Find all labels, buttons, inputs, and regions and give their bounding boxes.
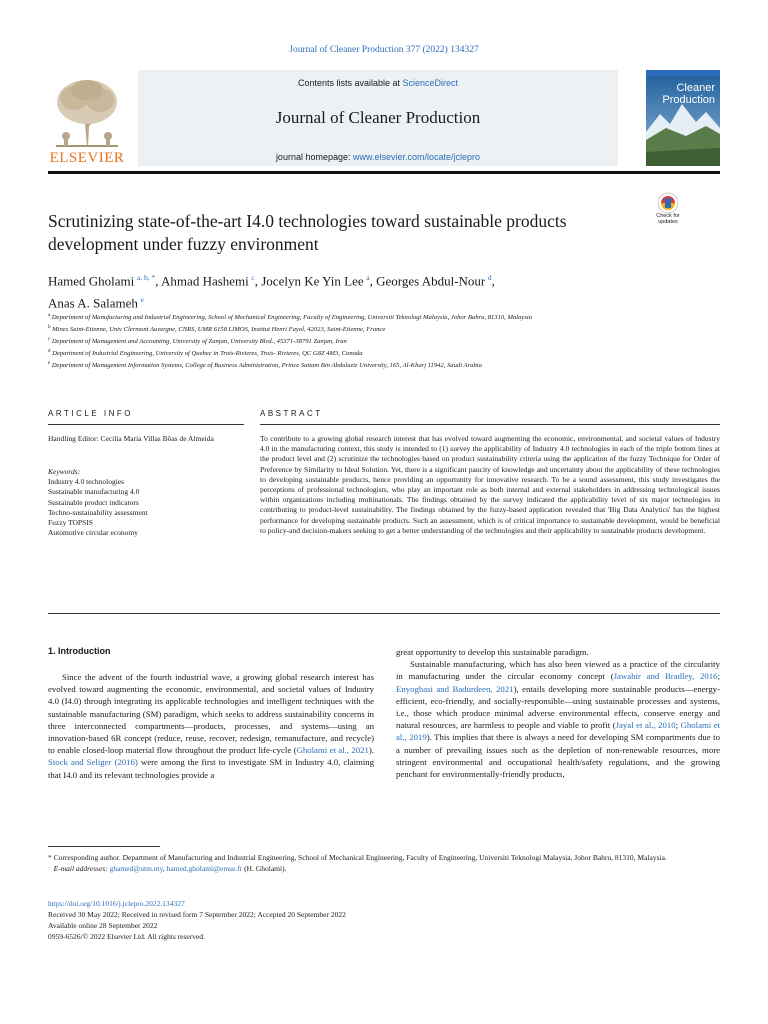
cover-title-line-2: Production — [662, 94, 715, 106]
affiliation-item — [48, 323, 678, 335]
cover-title-line-1: Cleaner — [676, 82, 715, 94]
sciencedirect-link[interactable]: ScienceDirect — [402, 78, 459, 88]
received-dates: Received 30 May 2022; Received in revised form 7 September 2022; Accepted 20 September 2022 — [48, 910, 346, 919]
doi-link[interactable]: https://doi.org/10.1016/j.jclepro.2022.134327 — [48, 899, 185, 908]
author-affiliation-marker[interactable]: e — [140, 295, 144, 305]
email-line — [48, 863, 720, 874]
abstract-bottom-rule — [48, 613, 720, 614]
copyright-line: 0959-6526/© 2022 Elsevier Ltd. All rights reserved. — [48, 932, 205, 941]
affiliation-list — [48, 311, 678, 371]
journal-citation[interactable]: Journal of Cleaner Production 377 (2022) 134327 — [289, 45, 479, 55]
text-run: were among the first to investigate SM in Industry 4.0, claiming that I4.0 and its relevant technologies provide a — [48, 757, 374, 780]
citation-link[interactable]: Jawahir and Bradley, 2016 — [613, 671, 718, 682]
crossmark-line-2: updates — [658, 219, 678, 225]
intro-paragraph-1-continued: great opportunity to develop this sustainable paradigm. — [396, 647, 589, 657]
citation-link[interactable]: Enyoghasi and Badurdeen, 2021 — [396, 683, 514, 694]
article-info-heading: ARTICLE INFO — [48, 409, 133, 418]
intro-paragraph-2 — [396, 658, 720, 780]
keyword-item: Sustainable manufacturing 4.0 — [48, 487, 140, 497]
abstract-heading: ABSTRACT — [260, 409, 323, 418]
author-name[interactable]: Ahmad Hashemi — [161, 273, 249, 289]
publication-info — [48, 898, 720, 942]
text-run: ). — [368, 745, 374, 756]
citation-link[interactable]: Jayal et al., 2010 — [615, 720, 676, 731]
author-separator: , — [369, 273, 377, 289]
author-name[interactable]: Anas A. Salameh — [48, 295, 138, 311]
affiliation-text: Mines Saint-Etienne, Univ Clermont Auvergne, CNRS, UMR 6158 LIMOS, Institut Henri Fayol, 42023, Saint-Etienne, France — [52, 326, 386, 334]
email-link[interactable]: ghamed@utm.my — [109, 864, 163, 873]
keyword-item: Techno-sustainability assessment — [48, 507, 148, 517]
keyword-item: Automotive circular economy — [48, 528, 138, 538]
crossmark-line-1: Check for — [656, 213, 680, 219]
contents-prefix: Contents lists available at — [297, 78, 403, 88]
author-affiliation-marker[interactable]: c — [251, 273, 255, 282]
citation-link[interactable]: Gholami et al., 2019 — [396, 720, 721, 743]
author-affiliation-marker[interactable]: d — [487, 273, 492, 282]
author-affiliation-marker[interactable]: a — [366, 273, 370, 282]
author-name[interactable]: Jocelyn Ke Yin Lee — [261, 273, 364, 289]
affiliation-item — [48, 347, 678, 359]
affiliation-marker: e — [48, 360, 51, 366]
intro-paragraph-1 — [48, 671, 374, 781]
homepage-link[interactable]: www.elsevier.com/locate/jclepro — [353, 152, 481, 162]
author-separator: , — [254, 273, 262, 289]
affiliation-text: Department of Manufacturing and Industrial Engineering, School of Mechanical Engineering, Faculty of Engineering, Universiti Teknologi Malaysia, Johor Bahru, 81310, Malaysia — [51, 314, 533, 322]
handling-editor: Handling Editor: Cecilia Maria Villas Bôas de Almeida — [48, 434, 214, 443]
text-run: Sustainable manufacturing, which has also been viewed as a practice of the circularity in manufacturing under the circular economy concept ( — [396, 659, 720, 682]
affiliation-item — [48, 311, 678, 323]
homepage-prefix: journal homepage: — [275, 152, 353, 162]
author-name[interactable]: Georges Abdul-Nour — [376, 273, 486, 289]
affiliation-text: Department of Management Information Systems, College of Business Administration, Prince Sattam Bin Abdulaziz University, 165, Al-Kharj 11942, Saudi Arabia — [51, 362, 482, 370]
homepage-line — [138, 152, 618, 162]
journal-title: Journal of Cleaner Production — [275, 108, 481, 127]
text-run: (H. Gholami). — [242, 864, 287, 873]
affiliation-marker: d — [48, 348, 51, 354]
text-run: , — [162, 864, 167, 873]
affiliation-marker: c — [48, 336, 51, 342]
author-separator: , — [491, 273, 495, 289]
footnote-rule — [48, 846, 160, 847]
contents-line — [138, 78, 618, 88]
keyword-item: Industry 4.0 technologies — [48, 477, 125, 487]
text-run: ; — [675, 720, 681, 731]
publisher-wordmark: ELSEVIER — [49, 150, 125, 166]
citation-link[interactable]: Gholami et al., 2021 — [296, 745, 369, 756]
email-link[interactable]: hamed.gholami@emse.fr — [166, 864, 243, 873]
keywords-block — [48, 467, 244, 538]
introduction-heading: 1. Introduction — [48, 646, 111, 656]
available-online: Available online 28 September 2022 — [48, 921, 158, 930]
body-column-right — [396, 646, 720, 780]
affiliation-text: Department of Industrial Engineering, University of Quebec in Trois-Rivieres, Trois- Rivieres, QC G8Z 4M3, Canada — [52, 350, 363, 358]
affiliation-marker: b — [48, 324, 51, 330]
body-column-left — [48, 671, 374, 781]
affiliation-marker: a — [48, 313, 51, 318]
keywords-label: Keywords: — [48, 467, 81, 476]
abstract-text: To contribute to a growing global research interest that has evolved toward augmenting the economic, environmental, and societal values of Industry 4.0 in the manufacturing context, this study is intended to (1) survey the applicability of Industry 4.0 technologies in each of the triple bottom lines at the product level and (2) scrutinize the technologies based on product sustainability criteria using the application of the fuzzy Technique for Order of Preference by Similarity to Ideal Solution. Yet, there is a significant paucity of knowledge and uncertainty about the applicability of these technologies to developing sustainable products, hence providing an opportunity for innovative research. To be a sound assessment, this study investigates the perceptions of professional technologists, who play an important role as both internal and external stakeholders in addressing technological issues within organizations including multinationals. The findings obtained by the survey indicated the applicability level of six major technologies in contributing to product-level sustainability. The findings obtained by the fuzzy-based application revealed that 'Big Data Analytics' has the highest performance for developing sustainable products. Such an assessment, which is of critical importance to sustainable development, would be beneficial to policy-and decision-makers seeking to get a better understanding of the technologies and their applicability to sustainable products development. — [260, 434, 720, 535]
masthead-center-panel — [138, 70, 618, 166]
keyword-item: Fuzzy TOPSIS — [48, 518, 93, 528]
corresponding-author-footnote — [48, 852, 720, 874]
citation-link[interactable]: Stock and Seliger (2016) — [48, 757, 138, 768]
affiliation-item — [48, 359, 678, 371]
masthead-rule — [48, 171, 720, 174]
author-list — [48, 268, 648, 313]
abstract-rule — [260, 424, 720, 425]
author-affiliation-marker[interactable]: a, b, * — [136, 273, 156, 282]
journal-cover-thumbnail[interactable] — [646, 70, 720, 166]
text-run: ), entails developing more sustainable products—energy-efficient, eco-friendly, and socially-responsible—using sustainable processes and systems, i.e., those which produce minimal adverse environmental effects, conserve energy and natural resources, are harmless to people and viable to profit ( — [396, 683, 721, 731]
check-for-updates-label[interactable] — [642, 213, 694, 225]
author-name[interactable]: Hamed Gholami — [48, 273, 135, 289]
keyword-item: Sustainable product indicators — [48, 497, 139, 507]
affiliation-text: Department of Management and Accounting, University of Zanjan, University Blvd., 45371-38791 Zanjan, Iran — [51, 338, 347, 346]
text-run: ; — [717, 671, 720, 682]
author-separator: , — [155, 273, 162, 289]
keywords-list — [48, 477, 244, 538]
article-title: Scrutinizing state-of-the-art I4.0 technologies toward sustainable products development under fuzzy environment — [48, 211, 567, 254]
text-run: Since the advent of the fourth industrial wave, a growing global research interest has evolved toward augmenting the economic, environmental, and societal values of Industry 4.0 (I4.0) through integrating its applicable technologies and intelligent techniques with the sustainable manufacturing (SM) paradigm, which seeks to address sustainability concerns in three interconnected compartments—products, processes, and systems—using an innovation-based 6R concept (reduce, reuse, recover, redesign, remanufacture, and recycle) to enable closed-loop material flow throughout the product life-cycle ( — [48, 672, 374, 756]
affiliation-item — [48, 335, 678, 347]
email-label: E-mail addresses: — [53, 864, 108, 873]
text-run: ). This implies that there is always a need for developing SM compartments due to a number of prevailing issues such as the depletion of non-renewable resources, more stringent environmental and occupational health/safety regulations, and the growing penchant for environmentally-friendly products, — [396, 732, 720, 780]
corresponding-author-text: * Corresponding author. Department of Manufacturing and Industrial Engineering, School of Mechanical Engineering, Faculty of Engineering, Universiti Teknologi Malaysia, Johor Bahru, 81310, Malaysia. — [48, 853, 667, 862]
journal-masthead — [48, 70, 720, 166]
article-info-rule — [48, 424, 244, 425]
